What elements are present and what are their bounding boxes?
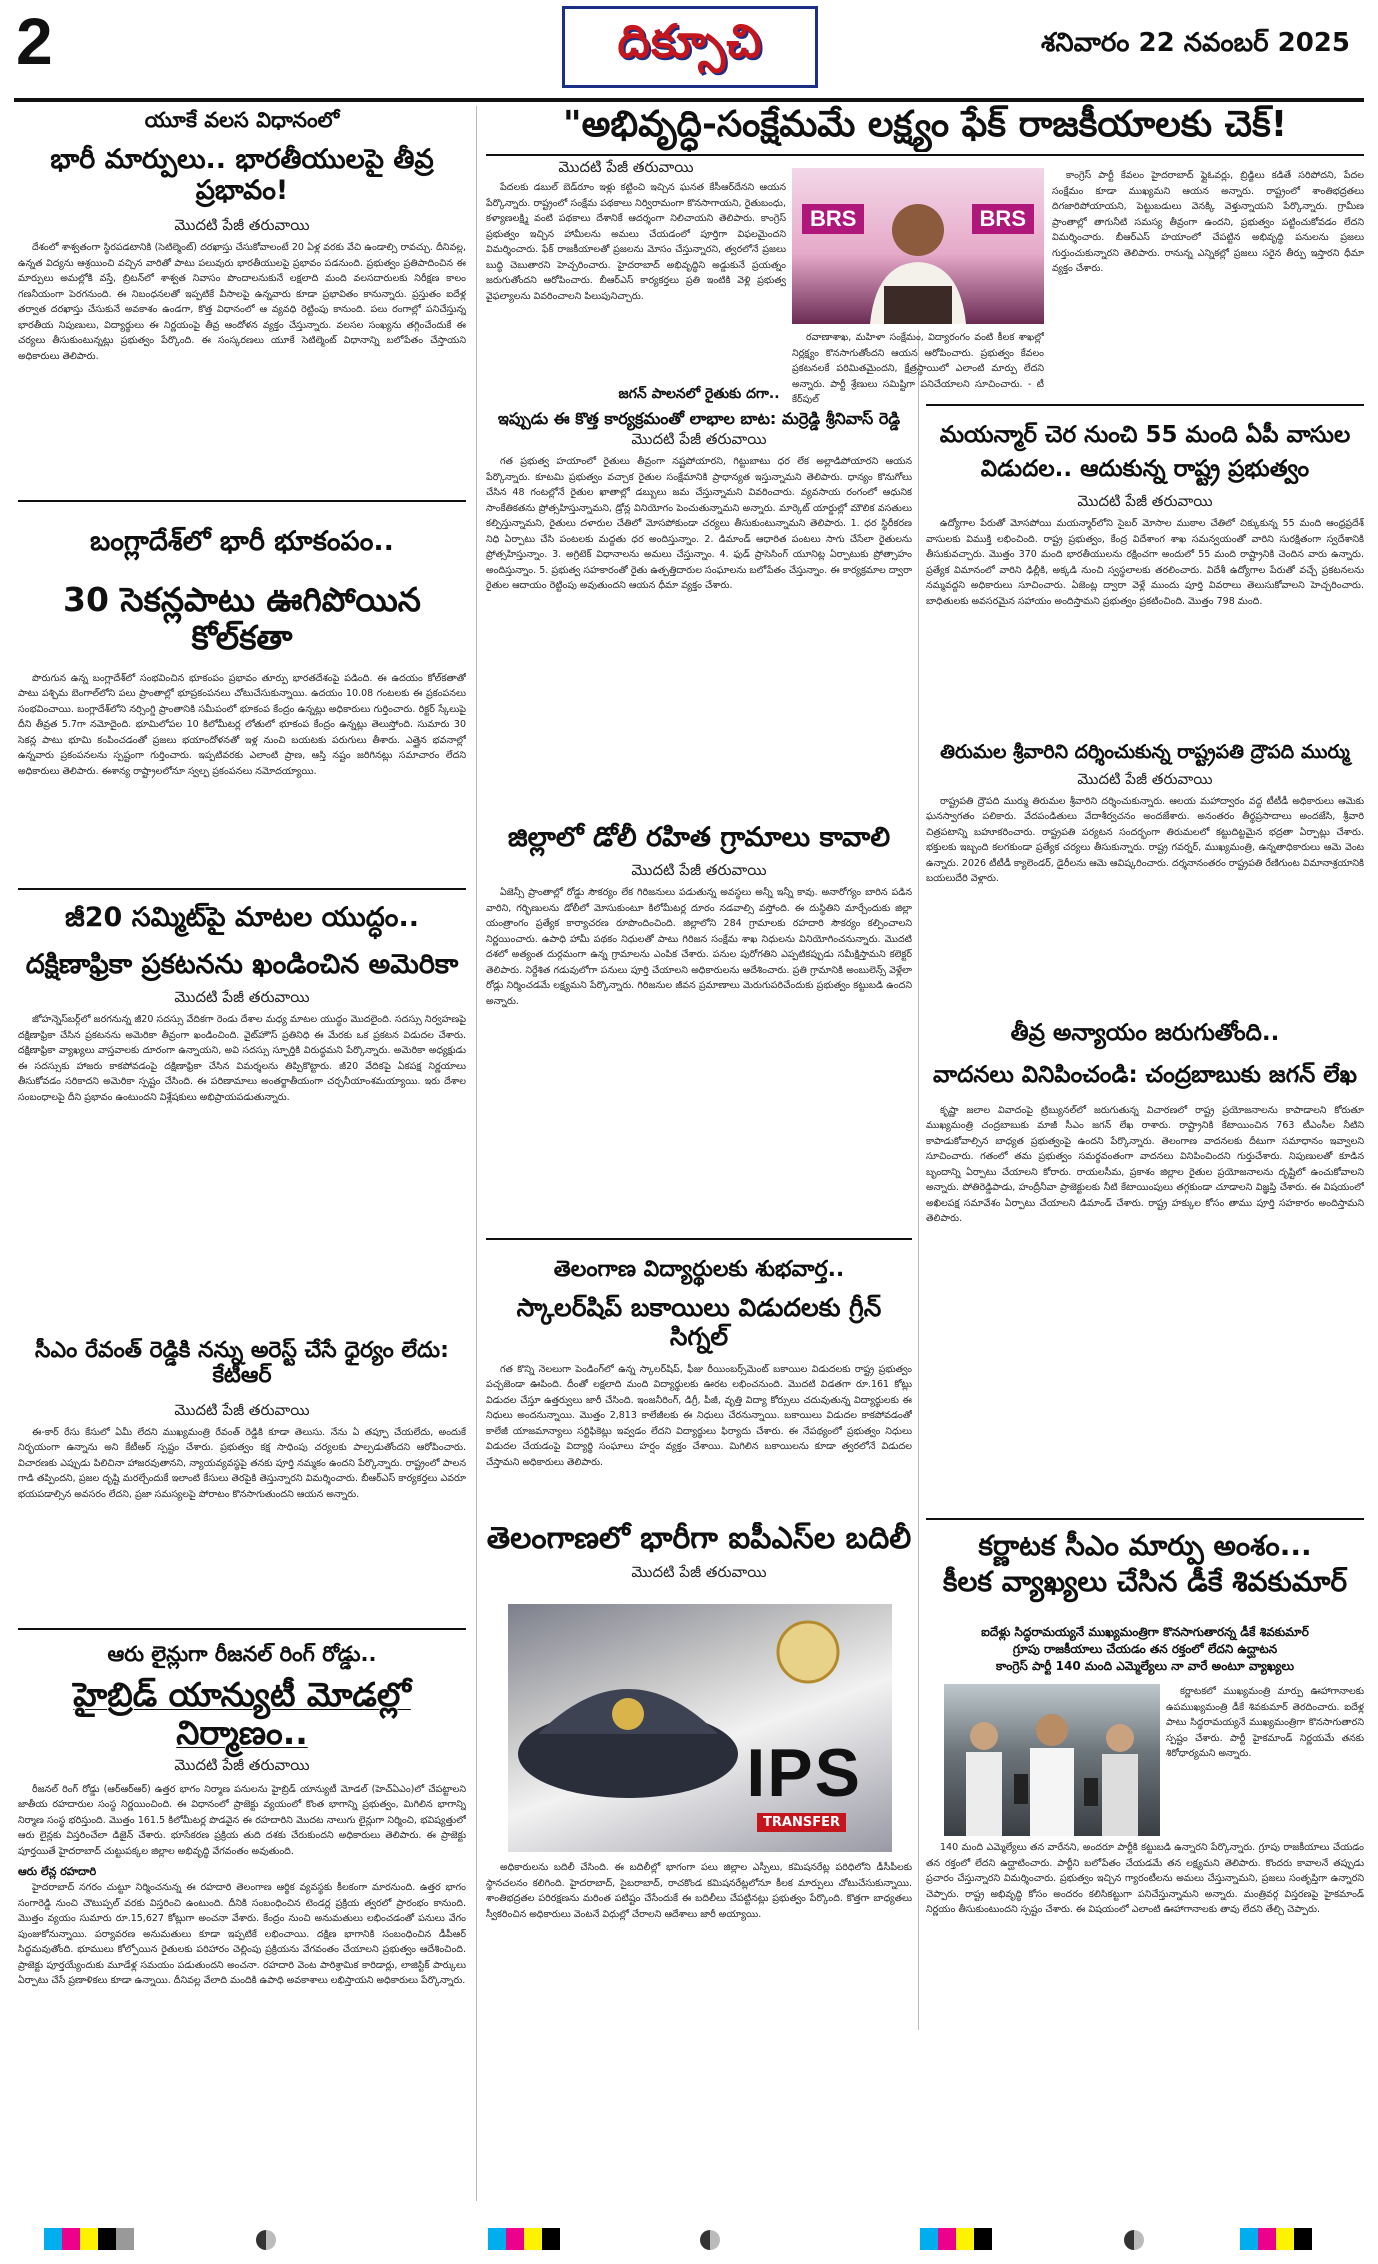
article-byline: మొదటి పేజీ తరువాయి (174, 988, 310, 1007)
transfer-label: TRANSFER (757, 1813, 846, 1832)
swatch-cyan (488, 2228, 506, 2250)
article-headline: తెలంగాణలో భారీగా ఐపీఎస్‌ల బదిలీ (486, 1522, 912, 1556)
article-body: ఉద్యోగాల పేరుతో మోసపోయి మయన్మార్‌లోని సైబర్ మోసాల ముఠాల చేతిలో చిక్కుకున్న 55 మంది ఆంధ్రప్రదేశ్ వాసులకు విముక్తి లభించింది. రాష్ట్ర ప్రభుత్వం, కేంద్ర విదేశాంగ శాఖ సమన్వయంతో వారిని సురక్షితంగా స్వదేశానికి తీసుకువచ్చారు. మొత్తం 370 మంది భారతీయులను రక్షించగా అందులో 55 మంది రాష్ట్రానికి చెందిన వారు ఉన్నారు. ప్రత్యేక విమానంలో వారిని ఢిల్లీకి, అక్కడి నుంచి స్వస్థలాలకు తరలించారు. విదేశీ ఉద్యోగాల పేరుతో వచ్చే ప్రకటనలను నమ్మవద్దని అధికారులు సూచించారు. ఏజెంట్ల ద్వారా వెళ్లే ముందు పూర్తి వివరాలు తెలుసుకోవాలని హెచ్చరించారు. బాధితులకు అవసరమైన సహాయం అందిస్తామని ప్రభుత్వం ప్రకటించింది. మొత్తం 798 మంది. (926, 518, 1364, 607)
crowd-figures-icon (944, 1684, 1160, 1836)
article-kicker: బంగ్లాదేశ్‌లో భారీ భూకంపం.. (90, 526, 394, 557)
swatch-yellow (956, 2228, 974, 2250)
article-uk-immigration (18, 106, 466, 496)
article-separator (18, 500, 466, 502)
dk-shivakumar-photo (944, 1684, 1160, 1836)
article-g20 (18, 892, 466, 1332)
article-subhead: ఆరు లేన్ల రహదారి (18, 1865, 97, 1879)
lead-photo (792, 168, 1044, 324)
karnataka-decks (926, 1624, 1364, 1680)
swatch-black (1294, 2228, 1312, 2250)
page-number: 2 (16, 6, 53, 78)
swatch-black (542, 2228, 560, 2250)
deck-line: గ్రూపు రాజకీయాలు చేయడం తన రక్తంలో లేదని ఉద్ఘాటన (1012, 1642, 1278, 1656)
article-byline: మొదటి పేజీ తరువాయి (1077, 492, 1213, 510)
column-divider (918, 330, 919, 2030)
article-body-continued: హైదరాబాద్ నగరం చుట్టూ నిర్మించనున్న ఈ రహదారి తెలంగాణ ఆర్థిక వ్యవస్థకు కీలకంగా మారనుంది. ఉత్తర భాగం సంగారెడ్డి నుంచి చౌటుప్పల్ వరకు విస్తరించి ఉంటుంది. దీనికి సంబంధించిన టెండర్ల ప్రక్రియ త్వరలో ప్రారంభం కానుంది. మొత్తం వ్యయం సుమారు రూ.15,627 కోట్లుగా అంచనా వేశారు. కేంద్రం నుంచి అనుమతులు లభించడంతో పనులు వేగం పుంజుకోనున్నాయి. పర్యావరణ అనుమతులు కూడా ఇప్పటికే లభించాయి. దక్షిణ భాగానికి సంబంధించిన డీపీఆర్ సిద్ధమవుతోంది. భూములు కోల్పోయిన రైతులకు పరిహారం చెల్లింపు ప్రక్రియను వేగవంతం చేయాలని ప్రభుత్వం ఆదేశించింది. ప్రాజెక్టు పూర్తయ్యేందుకు మూడేళ్ల సమయం పడుతుందని అంచనా. రహదారి వెంట పారిశ్రామిక కారిడార్లు, లాజిస్టిక్ పార్కులు ఏర్పాటు చేసే ప్రణాళికలు కూడా ఉన్నాయి. దీనివల్ల వేలాది మందికి ఉపాధి అవకాశాలు లభిస్తాయని అధికారులు పేర్కొన్నారు. (18, 1882, 466, 1987)
article-body: గత కొన్ని నెలలుగా పెండింగ్‌లో ఉన్న స్కాలర్‌షిప్, ఫీజు రీయింబర్స్‌మెంట్ బకాయిల విడుదలకు రాష్ట్ర ప్రభుత్వం పచ్చజెండా ఊపింది. దీంతో లక్షలాది మంది విద్యార్థులకు ఊరట లభించనుంది. మొదటి విడతగా రూ.161 కోట్లు విడుదల చేస్తూ ఉత్తర్వులు జారీ చేసింది. ఇంజనీరింగ్, డిగ్రీ, పీజీ, వృత్తి విద్యా కోర్సులు చదువుతున్న విద్యార్థులకు ఈ నిధులు అందనున్నాయి. మొత్తం 2,813 కాలేజీలకు ఈ నిధులు చేరనున్నాయి. బకాయిలు విడుదల కాకపోవడంతో కాలేజీ యాజమాన్యాలు సర్టిఫికెట్లు ఇవ్వడం లేదని విద్యార్థులు ఫిర్యాదు చేశారు. ఈ నేపథ్యంలో ప్రభుత్వం నిధులు విడుదల చేయడంపై విద్యార్థి సంఘాలు హర్షం వ్యక్తం చేశాయి. మిగిలిన బకాయిలను కూడా త్వరలోనే విడుదల చేస్తామని అధికారులు తెలిపారు. (486, 1363, 912, 1468)
article-kicker: యూకే వలస విధానంలో (144, 108, 340, 132)
lead-byline: మొదటి పేజీ తరువాయి (558, 158, 694, 176)
article-byline: మొదటి పేజీ తరువాయి (631, 1562, 767, 1581)
color-registration-bar (44, 2228, 344, 2250)
masthead-title: దిక్సూచి (617, 14, 763, 68)
article-kicker: ఆరు లైన్లుగా రీజనల్ రింగ్ రోడ్డు.. (107, 1642, 377, 1666)
article-separator (18, 888, 466, 890)
swatch-yellow (524, 2228, 542, 2250)
article-byline: మొదటి పేజీ తరువాయి (631, 861, 767, 880)
article-headline: హైబ్రిడ్ యాన్యుటీ మోడల్లో నిర్మాణం.. (73, 1675, 411, 1752)
ips-photo (508, 1604, 892, 1852)
swatch-magenta (506, 2228, 524, 2250)
article-headline: సీఎం రేవంత్ రెడ్డికి నన్ను అరెస్ట్ చేసే ధైర్యం లేదు: కేటీఆర్ (35, 1338, 449, 1389)
lead-body-right: కాంగ్రెస్ పార్టీ కేవలం హైదరాబాద్ ఫ్లైఓవర్లు, బ్రిడ్జిలు కడితే సరిపోదని, పేదల సంక్షేమం కూడా ముఖ్యమని ఆయన అన్నారు. రాష్ట్రంలో శాంతిభద్రతలు దిగజారిపోయాయని, పెట్టుబడులు వెనక్కి వెళ్తున్నాయని పేర్కొన్నారు. గ్రామీణ ప్రాంతాల్లో తాగునీటి సమస్య తీవ్రంగా ఉందని, ప్రభుత్వం పట్టించుకోవడం లేదని విమర్శించారు. బీఆర్ఎస్ హయాంలో చేపట్టిన అభివృద్ధి పనులను ప్రజలు గుర్తుంచుకున్నారని తెలిపారు. రానున్న ఎన్నికల్లో ప్రజలు సరైన తీర్పు ఇస్తారని ధీమా వ్యక్తం చేశారు. (1052, 170, 1364, 274)
deck-line: ఐదేళ్లు సిద్ధరామయ్యనే ముఖ్యమంత్రిగా కొనసాగుతారన్న డీకే శివకుమార్ (981, 1625, 1309, 1639)
article-headline: ఇప్పుడు ఈ కొత్త కార్యక్రమంతో లాభాల బాట: మర్రెడ్డి శ్రీనివాస్ రెడ్డి (497, 409, 901, 428)
article-body: ఈ-కార్ రేసు కేసులో ఏమీ లేదని ముఖ్యమంత్రి రేవంత్ రెడ్డికి కూడా తెలుసు. నేను ఏ తప్పూ చేయలేదు, అందుకే నిర్భయంగా ఉన్నాను అని కేటీఆర్ స్పష్టం చేశారు. ప్రభుత్వం కక్ష సాధింపు చర్యలకు పాల్పడుతోందని ఆరోపించారు. విచారణకు ఎప్పుడు పిలిచినా హాజరవుతానని, న్యాయవ్యవస్థపై తనకు పూర్తి నమ్మకం ఉందని పేర్కొన్నారు. రాష్ట్రంలో పాలన గాడి తప్పిందని, ప్రజల దృష్టి మరల్చేందుకే ఇలాంటి కేసులు తెరపైకి తెస్తున్నారని విమర్శించారు. బీఆర్ఎస్ కార్యకర్తలు ఎవరూ భయపడాల్సిన అవసరం లేదని, ప్రజా సమస్యలపై పోరాటం కొనసాగుతుందని ఆయన అన్నారు. (18, 1426, 466, 1500)
article-myanmar (926, 408, 1364, 738)
article-separator (486, 1238, 912, 1240)
color-registration-bar (1240, 2228, 1360, 2250)
article-body: దేశంలో శాశ్వతంగా స్థిరపడటానికి (సెటిల్మెంట్) దరఖాస్తు చేసుకోవాలంటే 20 ఏళ్ల వరకు వేచి ఉండాల్సి రావచ్చు. దీనివల్ల, ఉన్నత విద్యను ఆశ్రయించి వచ్చిన వారితో పాటు పలువురు భారతీయులపై ప్రభావం పడనుంది. ప్రభుత్వం ప్రతిపాదించిన ఈ మార్పులు అమల్లోకి వస్తే, బ్రిటన్‌లో శాశ్వత నివాసం పొందాలనుకునే లక్షలాది మంది వలసదారులకు నిరీక్షణ కాలం గణనీయంగా పెరగనుంది. ఈ నిబంధనలతో ఇప్పటికే వీసాలపై ఉన్నవారు కూడా ప్రభావితం కానున్నారు. ప్రస్తుతం ఐదేళ్ల తర్వాత దరఖాస్తు చేసుకునే అవకాశం ఉండగా, కొత్త విధానంలో ఆ వ్యవధి రెట్టింపు కానుంది. పలు రంగాల్లో పనిచేస్తున్న భారతీయ నిపుణులు, విద్యార్థులు ఈ నిర్ణయంపై తీవ్ర ఆందోళన వ్యక్తం చేస్తున్నారు. వలసల సంఖ్యను తగ్గించేందుకే ఈ చర్యలు తీసుకుంటున్నట్లు ప్రభుత్వం పేర్కొంది. ఈ సంస్కరణలు యూకే సెటిల్మెంట్ విధానాన్ని బలోపేతం చేస్తాయని అధికారులు తెలిపారు. (18, 242, 466, 362)
article-kicker: జగన్ పాలనలో రైతుకు దగా.. (618, 386, 780, 402)
article-body: రీజనల్ రింగ్ రోడ్డు (ఆర్ఆర్ఆర్) ఉత్తర భాగం నిర్మాణ పనులను హైబ్రిడ్ యాన్యుటీ మోడల్ (హెచ్ఏఎం)లో చేపట్టాలని జాతీయ రహదారుల సంస్థ నిర్ణయించింది. ఈ విధానంలో ప్రాజెక్టు వ్యయంలో కొంత భాగాన్ని ప్రభుత్వం, మిగిలిన భాగాన్ని నిర్మాణ సంస్థ భరిస్తుంది. మొత్తం 161.5 కిలోమీటర్ల పొడవైన ఈ రహదారిని మొదట నాలుగు లైన్లుగా నిర్మించి, భవిష్యత్తులో ఆరు లైన్లకు విస్తరించేలా డిజైన్ చేశారు. భూసేకరణ ప్రక్రియ తుది దశకు చేరుకుందని అధికారులు తెలిపారు. ఈ ప్రాజెక్టు పూర్తయితే హైదరాబాద్ చుట్టుపక్కల జిల్లాల అభివృద్ధి వేగవంతం అవుతుంది. (18, 1783, 466, 1857)
article-headline: స్కాలర్‌షిప్ బకాయిలు విడుదలకు గ్రీన్ సిగ్నల్ (516, 1293, 882, 1351)
article-headline: జిల్లాలో డోలీ రహిత గ్రామాలు కావాలి (507, 822, 891, 853)
color-registration-bar (488, 2228, 788, 2250)
article-headline: కీలక వ్యాఖ్యలు చేసిన డీకే శివకుమార్ (942, 1565, 1348, 1599)
article-byline: మొదటి పేజీ తరువాయి (174, 216, 310, 235)
karnataka-side-body: కర్ణాటకలో ముఖ్యమంత్రి మార్పు ఊహాగానాలకు ఉపముఖ్యమంత్రి డీకే శివకుమార్ తెరదించారు. ఐదేళ్ల పాటు సిద్ధరామయ్యనే ముఖ్యమంత్రిగా కొనసాగుతారని స్పష్టం చేశారు. పార్టీ హైకమాండ్ నిర్ణయమే తనకు శిరోధార్యమని అన్నారు. (1166, 1686, 1364, 1759)
registration-mark (1124, 2230, 1144, 2250)
article-body: ఏజెన్సీ ప్రాంతాల్లో రోడ్డు సౌకర్యం లేక గిరిజనులు పడుతున్న అవస్థలు అన్నీ ఇన్నీ కావు. అనారోగ్యం బారిన పడిన వారిని, గర్భిణులను డోలీలో మోసుకుంటూ కిలోమీటర్ల దూరం నడవాల్సి వస్తోంది. ఈ దుస్థితిని మార్చేందుకు జిల్లా యంత్రాంగం ప్రత్యేక కార్యాచరణ రూపొందించింది. జిల్లాలోని 284 గ్రామాలకు రహదారి సౌకర్యం కల్పించాలని నిర్ణయించారు. ఉపాధి హామీ పథకం నిధులతో పాటు గిరిజన సంక్షేమ శాఖ నిధులను వినియోగించనున్నారు. మొదటి దశలో అత్యంత దుర్గమంగా ఉన్న గ్రామాలను ఎంపిక చేశారు. పనుల పురోగతిని ఎప్పటికప్పుడు సమీక్షిస్తామని కలెక్టర్ తెలిపారు. నిర్దేశిత గడువులోగా పనులు పూర్తి చేయాలని అధికారులను ఆదేశించారు. ప్రతి గ్రామానికి అంబులెన్స్ వెళ్లేలా రోడ్లు నిర్మించడమే లక్ష్యమని పేర్కొన్నారు. గిరిజనుల జీవన ప్రమాణాలు మెరుగుపరిచేందుకు ప్రభుత్వం కట్టుబడి ఉందని అన్నారు. (486, 887, 912, 1007)
article-headline: తిరుమల శ్రీవారిని దర్శించుకున్న రాష్ట్రపతి ద్రౌపది ముర్ము (940, 742, 1350, 763)
swatch-black (98, 2228, 116, 2250)
article-jagan-letter (926, 1012, 1364, 1518)
article-body: రాష్ట్రపతి ద్రౌపది ముర్ము తిరుమల శ్రీవారిని దర్శించుకున్నారు. ఆలయ మహాద్వారం వద్ద టీటీడీ అధికారులు ఆమెకు ఘనస్వాగతం పలికారు. వేదపండితులు వేదాశీర్వచనం అందజేశారు. అనంతరం తీర్థప్రసాదాలు అందజేసి, శ్రీవారి చిత్రపటాన్ని బహూకరించారు. రాష్ట్రపతి పర్యటన సందర్భంగా తిరుమలలో కట్టుదిట్టమైన భద్రతా ఏర్పాట్లు చేశారు. భక్తులకు ఇబ్బంది కలగకుండా ప్రత్యేక చర్యలు తీసుకున్నారు. రాష్ట్ర గవర్నర్, ముఖ్యమంత్రి, ఉన్నతాధికారులు ఆమె వెంట ఉన్నారు. 2026 టీటీడీ క్యాలెండర్, డైరీలను ఆమె ఆవిష్కరించారు. దర్శనానంతరం రాష్ట్రపతి రేణిగుంట విమానాశ్రయానికి బయలుదేరి వెళ్లారు. (926, 795, 1364, 885)
article-headline: మయన్మార్ చెర నుంచి 55 మంది ఏపీ వాసుల విడుదల.. ఆదుకున్న రాష్ట్ర ప్రభుత్వం (939, 422, 1351, 482)
issue-date: శనివారం 22 నవంబర్ 2025 (1041, 28, 1350, 58)
lead-headline: "అభివృద్ధి-సంక్షేమమే లక్ష్యం ఫేక్ రాజకీయాలకు చెక్! (562, 104, 1288, 145)
registration-mark (256, 2230, 276, 2250)
swatch-cyan (920, 2228, 938, 2250)
article-karnataka-cm (926, 1522, 1364, 1620)
registration-mark (700, 2230, 720, 2250)
article-byline: మొదటి పేజీ తరువాయి (174, 1400, 310, 1419)
speaker-figure-icon (792, 168, 1044, 324)
article-byline: మొదటి పేజీ తరువాయి (1077, 769, 1213, 788)
article-body: అధికారులను బదిలీ చేసింది. ఈ బదిలీల్లో భాగంగా పలు జిల్లాల ఎస్పీలు, కమిషనరేట్ల పరిధిలోని డీసీపీలకు స్థానచలనం కలిగింది. హైదరాబాద్, సైబరాబాద్, రాచకొండ కమిషనరేట్లలోనూ కీలక మార్పులు చోటుచేసుకున్నాయి. శాంతిభద్రతల పరిరక్షణను మరింత పటిష్టం చేసేందుకే ఈ బదిలీలు చేపట్టినట్లు ప్రభుత్వం పేర్కొంది. కొత్తగా బాధ్యతలు స్వీకరించిన అధికారులు వెంటనే విధుల్లో చేరాలని ఆదేశాలు జారీ అయ్యాయి. (486, 1862, 912, 1920)
swatch-cyan (1240, 2228, 1258, 2250)
ips-label: IPS (746, 1735, 862, 1811)
article-headline: 30 సెకన్లపాటు ఊగిపోయిన కోల్‌కతా (63, 580, 421, 657)
article-kicker: జీ20 సమ్మిట్‌పై మాటల యుద్ధం.. (65, 902, 419, 933)
lead-body-left: పేదలకు డబుల్ బెడ్‌రూం ఇళ్లు కట్టించి ఇచ్చిన ఘనత కేసీఆర్‌దేనని ఆయన పేర్కొన్నారు. రాష్ట్రంలో సంక్షేమ పథకాలు నిర్విరామంగా కొనసాగాయని, రైతుబంధు, కళ్యాణలక్ష్మి వంటి పథకాలు దేశానికే ఆదర్శంగా నిలిచాయని తెలిపారు. కాంగ్రెస్ ప్రభుత్వం ఇచ్చిన హామీలను అమలు చేయడంలో పూర్తిగా విఫలమైందని విమర్శించారు. ఫేక్ రాజకీయాలతో ప్రజలను మోసం చేస్తున్నారని, త్వరలోనే ప్రజలు బుద్ధి చెబుతారని హెచ్చరించారు. హైదరాబాద్ అభివృద్ధిని అడ్డుకునే ప్రయత్నం జరుగుతోందని ఆరోపించారు. బీఆర్ఎస్ కార్యకర్తలు ప్రతి ఇంటికి వెళ్లి ప్రభుత్వ వైఫల్యాలను వివరించాలని పిలుపునిచ్చారు. (486, 182, 786, 302)
color-registration-bar (920, 2228, 1120, 2250)
swatch-magenta (1258, 2228, 1276, 2250)
article-headline: దక్షిణాఫ్రికా ప్రకటనను ఖండించిన అమెరికా (25, 949, 459, 981)
party-logo-left: BRS (802, 204, 864, 234)
column-divider (476, 106, 477, 2201)
swatch-gray (116, 2228, 134, 2250)
article-body: కృష్ణా జలాల వివాదంపై ట్రిబ్యునల్‌లో జరుగుతున్న విచారణలో రాష్ట్ర ప్రయోజనాలను కాపాడాలని కోరుతూ ముఖ్యమంత్రి చంద్రబాబుకు మాజీ సీఎం జగన్ లేఖ రాశారు. రాష్ట్రానికి కేటాయించిన 763 టీఎంసీల నీటిని కాపాడుకోవాల్సిన బాధ్యత ప్రభుత్వంపై ఉందని పేర్కొన్నారు. తెలంగాణ వాదనలకు దీటుగా సమాధానం ఇవ్వాలని సూచించారు. గతంలో తమ ప్రభుత్వం సమర్థవంతంగా వాదనలు వినిపించిందని గుర్తుచేశారు. నిపుణులతో కూడిన బృందాన్ని ఏర్పాటు చేయాలని కోరారు. రాయలసీమ, ప్రకాశం జిల్లాల రైతుల ప్రయోజనాలను దృష్టిలో ఉంచుకోవాలని అన్నారు. పోతిరెడ్డిపాడు, హంద్రీనీవా ప్రాజెక్టులకు నీటి కేటాయింపులు తగ్గకుండా చూడాలని విజ్ఞప్తి చేశారు. ఈ విషయంలో అఖిలపక్ష సమావేశం ఏర్పాటు చేయాలని డిమాండ్ చేశారు. రాష్ట్ర హక్కుల కోసం తాము పూర్తి సహకారం అందిస్తామని తెలిపారు. (926, 1104, 1364, 1225)
article-body: జోహన్నెస్‌బర్గ్‌లో జరగనున్న జీ20 సదస్సు వేదికగా రెండు దేశాల మధ్య మాటల యుద్ధం మొదలైంది. సదస్సు నిర్వహణపై దక్షిణాఫ్రికా చేసిన ప్రకటనను అమెరికా తీవ్రంగా ఖండించింది. వైట్‌హౌస్ ప్రతినిధి ఈ మేరకు ఒక ప్రకటన విడుదల చేశారు. దక్షిణాఫ్రికా వ్యాఖ్యలు వాస్తవాలకు దూరంగా ఉన్నాయని, అవి సదస్సు స్ఫూర్తికి విరుద్ధమని పేర్కొన్నారు. అమెరికా అధ్యక్షుడు ఈ సదస్సుకు హాజరు కాకపోవడంపై దక్షిణాఫ్రికా చేసిన విమర్శలను తిప్పికొట్టారు. జీ20 వేదికపై ఏకపక్ష నిర్ణయాలు తీసుకోవడం సరికాదని అమెరికా స్పష్టం చేసింది. ఈ పరిణామాలు అంతర్జాతీయంగా చర్చనీయాంశమయ్యాయి. ఇరు దేశాల సంబంధాలపై దీని ప్రభావం ఉంటుందని విశ్లేషకులు అభిప్రాయపడుతున్నారు. (18, 1014, 466, 1103)
article-kicker: తెలంగాణ విద్యార్థులకు శుభవార్త.. (553, 1257, 845, 1282)
article-kicker: కర్ణాటక సీఎం మార్పు అంశం... (978, 1529, 1312, 1562)
article-kicker: తీవ్ర అన్యాయం జరుగుతోంది.. (1010, 1020, 1280, 1046)
swatch-magenta (62, 2228, 80, 2250)
article-headline: భారీ మార్పులు.. భారతీయులపై తీవ్ర ప్రభావం! (50, 144, 434, 207)
article-byline: మొదటి పేజీ తరువాయి (174, 1755, 310, 1774)
swatch-cyan (44, 2228, 62, 2250)
swatch-magenta (938, 2228, 956, 2250)
article-headline: వాదనలు వినిపించండి: చంద్రబాబుకు జగన్ లేఖ (933, 1062, 1357, 1089)
deck-line: కాంగ్రెస్ పార్టీ 140 మంది ఎమ్మెల్యేలు నా వారే అంటూ వ్యాఖ్యలు (996, 1659, 1294, 1673)
party-logo-right: BRS (972, 204, 1034, 234)
article-body: గత ప్రభుత్వ హయాంలో రైతులు తీవ్రంగా నష్టపోయారని, గిట్టుబాటు ధర లేక అల్లాడిపోయారని ఆయన పేర్కొన్నారు. కూటమి ప్రభుత్వం వచ్చాక రైతుల సంక్షేమానికి ప్రాధాన్యత ఇస్తున్నామని తెలిపారు. ధాన్యం కొనుగోలు చేసిన 48 గంటల్లోనే రైతుల ఖాతాల్లో డబ్బులు జమ చేస్తున్నామని వివరించారు. వ్యవసాయ రంగంలో ఆధునిక సాంకేతికతను ప్రోత్సహిస్తున్నామని, డ్రోన్ల వినియోగం పెంచుతున్నామని అన్నారు. మార్కెట్ యార్డుల్లో మౌలిక వసతులు కల్పిస్తున్నామని, రైతులు దళారుల చేతిలో మోసపోకుండా చర్యలు తీసుకుంటున్నామని తెలిపారు. 1. ధర స్థిరీకరణ నిధి ఏర్పాటు చేసి పంటలకు మద్దతు ధర అందిస్తున్నాం. 2. డిమాండ్ ఆధారిత పంటలు సాగు చేసేలా రైతులను ప్రోత్సహిస్తున్నాం. 3. అగ్రిటెక్ విధానాలను అమలు చేస్తున్నాం. 4. ఫుడ్ ప్రాసెసింగ్ యూనిట్ల ఏర్పాటుకు ప్రోత్సాహం అందిస్తున్నాం. 5. ప్రభుత్వ సహకారంతో రైతు ఉత్పత్తిదారుల సంఘాలను బలోపేతం చేస్తున్నాం. ఈ కార్యక్రమాల ద్వారా రైతుల ఆదాయం రెట్టింపు అవుతుందని ఆయన ధీమా వ్యక్తం చేశారు. (486, 456, 912, 592)
swatch-yellow (80, 2228, 98, 2250)
karnataka-body: 140 మంది ఎమ్మెల్యేలు తన వారేనని, అందరూ పార్టీకి కట్టుబడి ఉన్నారని పేర్కొన్నారు. గ్రూపు రాజకీయాలు చేయడం తన రక్తంలో లేదని ఉద్ఘాటించారు. పార్టీని బలోపేతం చేయడమే తన లక్ష్యమని తెలిపారు. కొందరు కావాలనే తప్పుడు ప్రచారం చేస్తున్నారని విమర్శించారు. ప్రభుత్వం ఇచ్చిన గ్యారంటీలను అమలు చేస్తున్నామని, ప్రజలు సంతృప్తిగా ఉన్నారని చెప్పారు. రాష్ట్ర అభివృద్ధి కోసం అందరం కలిసికట్టుగా పనిచేస్తున్నామని అన్నారు. మంత్రివర్గ విస్తరణపై హైకమాండ్ నిర్ణయం తీసుకుంటుందని స్పష్టం చేశారు. ఈ విషయంలో ఎలాంటి ఊహాగానాలకు తావు లేదని తేల్చి చెప్పారు. (926, 1842, 1364, 1915)
article-president-tirumala (926, 742, 1364, 1010)
header-rule (14, 98, 1364, 102)
article-byline: మొదటి పేజీ తరువాయి (631, 430, 767, 449)
article-separator (926, 404, 1364, 406)
masthead-logo (562, 6, 818, 88)
article-separator (926, 1518, 1364, 1520)
article-body: పొరుగున ఉన్న బంగ్లాదేశ్‌లో సంభవించిన భూకంపం ప్రభావం తూర్పు భారతదేశంపై పడింది. ఈ ఉదయం కోల్‌కతాతో పాటు పశ్చిమ బెంగాల్‌లోని పలు ప్రాంతాల్లో భూప్రకంపనలు చోటుచేసుకున్నాయి. ఉదయం 10.08 గంటలకు ఈ ప్రకంపనలు సంభవించాయి. బంగ్లాదేశ్‌లోని నర్సింగ్డి ప్రాంతానికి సమీపంలో భూకంప కేంద్రం ఉన్నట్లు అధికారులు గుర్తించారు. రిక్టర్ స్కేలుపై దీని తీవ్రత 5.7గా నమోదైంది. భూమిలోపల 10 కిలోమీటర్ల లోతులో భూకంప కేంద్రం ఉన్నట్లు తెలుస్తోంది. సుమారు 30 సెకన్ల పాటు భూమి కంపించడంతో ప్రజలు భయాందోళనతో ఇళ్ల నుంచి బయటకు పరుగులు తీశారు. ఎత్తైన భవనాల్లో ఉన్నవారు ప్రకంపనలను స్పష్టంగా గుర్తించారు. ఇప్పటివరకు ఎలాంటి ప్రాణ, ఆస్తి నష్టం జరిగినట్లు సమాచారం లేదని అధికారులు తెలిపారు. ఈశాన్య రాష్ట్రాలలోనూ స్వల్ప ప్రకంపనలు నమోదయ్యాయి. (18, 672, 466, 777)
lead-body-below: రవాణాశాఖ, మహిళా సంక్షేమం, విద్యారంగం వంటి కీలక శాఖల్లో నిర్లక్ష్యం కొనసాగుతోందని ఆయన ఆరోపించారు. ప్రభుత్వం కేవలం ప్రకటనలకే పరిమితమైందని, క్షేత్రస్థాయిలో ఎలాంటి మార్పు లేదని అన్నారు. పార్టీ శ్రేణులు సమిష్టిగా పనిచేయాలని సూచించారు. - టీ కేర్‌పుల్ (792, 332, 1044, 405)
article-doli-free (486, 804, 912, 1238)
article-scholarship (486, 1244, 912, 1516)
swatch-yellow (1276, 2228, 1294, 2250)
article-rrr (18, 1634, 466, 2194)
article-bangladesh-quake (18, 506, 466, 886)
article-ktr (18, 1338, 466, 1628)
article-separator (18, 1628, 466, 1630)
article-farmers (486, 380, 912, 800)
swatch-black (974, 2228, 992, 2250)
